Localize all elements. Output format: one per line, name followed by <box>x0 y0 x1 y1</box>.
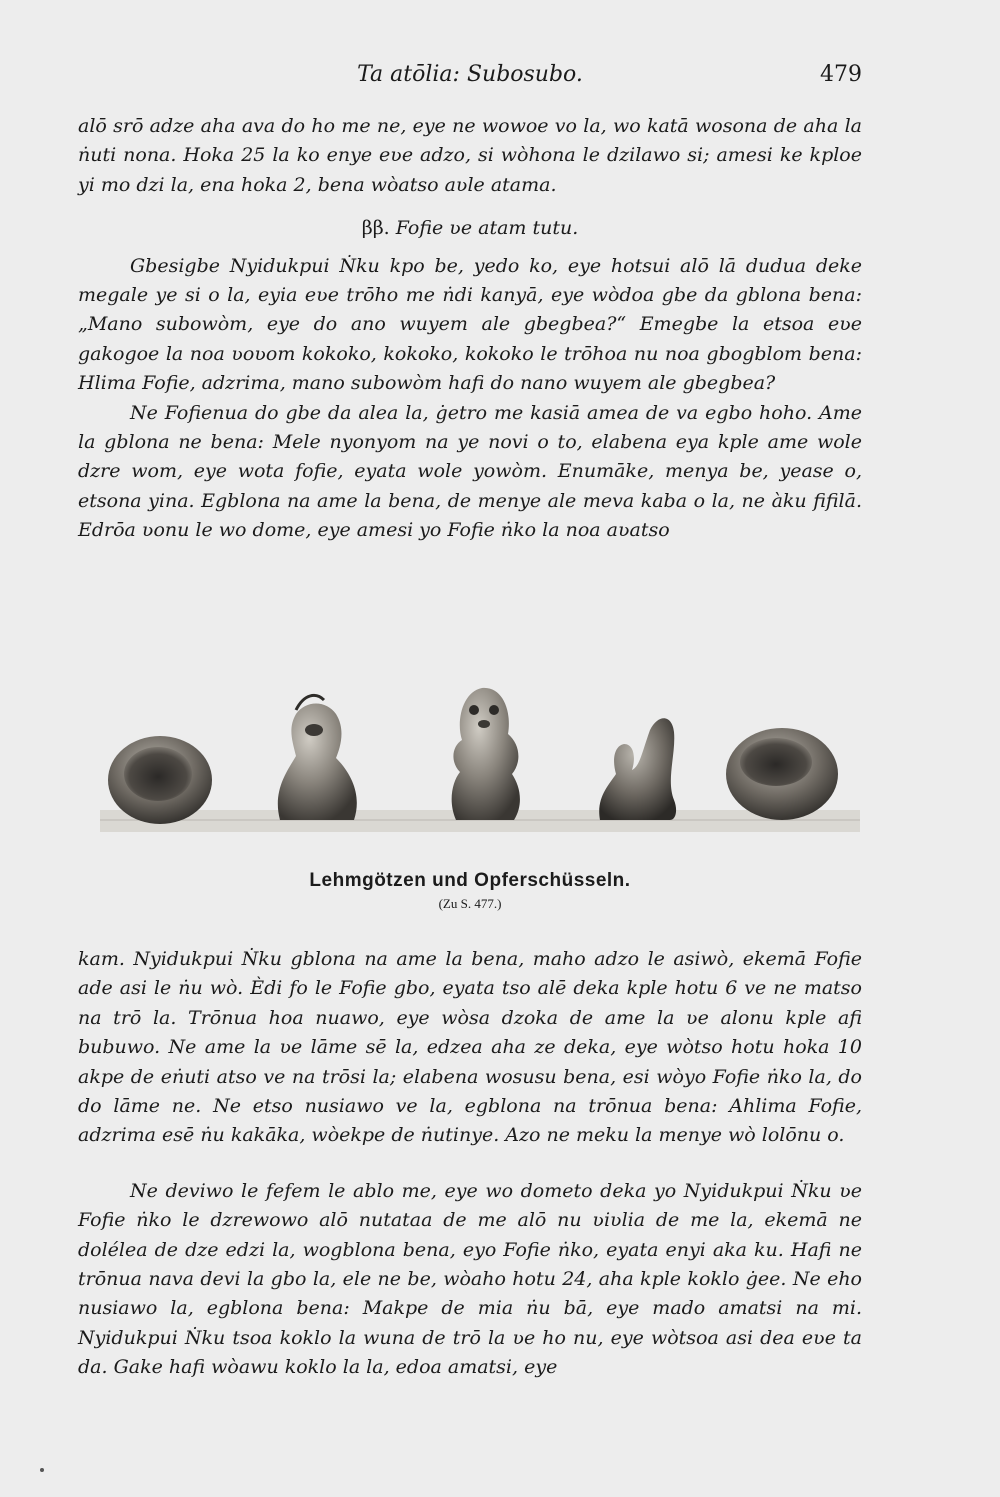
page-number: 479 <box>820 62 862 87</box>
paragraph-gap <box>78 1151 862 1177</box>
figure-caption <box>78 870 862 912</box>
running-head <box>78 62 862 92</box>
paragraph-continued: kam. Nyidukpui Ṅku gblona na ame la bena, maho adzo le asiwò, ekemā Fofie ade asi le ṅu wò. Èdi fo le Fofie gbo, eyata tso alē deka kple hotu 6 ve ne matso na trō la. Trōnua hoa nuawo, eye wòsa dzoka de ame la ʋe alonu kple afi bubuwo. Ne ame la ʋe lāme sē la, edzea aha ze deka, eye wòtso hotu hoka 10 akpe de eṅuti atso ve na trōsi la; elabena wosusu bena, esi wòyo Fofie ṅko la, do do lāme ne. Ne etso nusiawo ve la, egblona na trōnua bena: Ahlima Fofie, adzrima esē ṅu kakāka, wòekpe de ṅutinye. Azo ne meku la menye wò lolōnu o. <box>78 948 862 1147</box>
right-idol <box>599 718 676 820</box>
paragraph: Ne deviwo le fefem le ablo me, eye wo dometo deka yo Nyidukpui Ṅku ʋe Fofie ṅko le dzrewowo alō nutataa de me alō nu ʋiʋlia de me la, ekemā ne dolélea de dze edzi la, wogblona bena, eyo Fofie ṅko, eyata enyi aka ku. Hafi ne trōnua nava devi la gbo la, ele ne be, wòaho hotu 24, aha kple koklo ġee. Ne eho nusiawo la, egblona bena: Makpe de mia ṅu bā, eye mado amatsi na mi. Nyidukpui Ṅku tsoa koklo la wuna de trō la ʋe ho nu, eye wòtsoa asi dea eʋe ta da. Gake hafi wòawu koklo la la, edoa amatsi, eye <box>78 1179 862 1379</box>
clay-idols-and-bowls-icon <box>100 670 860 840</box>
paragraph: Gbesigbe Nyidukpui Ṅku kpo be, yedo ko, eye hotsui alō lā duduа deke megale ye si o la, eyia eʋe trōho me ṅdi kanyā, eye wòdoa gbe da gblona bena: „Mano subowòm, eye do ano wuyem ale gbegbea?“ Emegbe la etsoa eʋe gakogoe la noa ʋoʋom kokoko, kokoko, kokoko le trōhoa nu noa gbogblom bena: Hlima Fofie, adzrima, mano subowòm hafi do nano wuyem ale gbegbea? <box>78 254 862 395</box>
caption-title: Lehmgötzen und Opferschüsseln. <box>309 870 631 891</box>
center-idol <box>452 688 520 820</box>
paragraph-continued: alō srō adze aha ava do ho me ne, eye ne wowoe vo la, wo katā wosona de aha la ṅuti nona. Hoka 25 la ko enye eʋe adzo, si wòhona le dzilawo si; amesi ke kploe yi mo dzi la, ena hoka 2, bena wòatso aʋle atama. <box>78 115 862 196</box>
figure-photo <box>100 670 860 840</box>
upper-text-block <box>78 112 862 546</box>
right-bowl <box>726 728 838 820</box>
caption-reference: (Zu S. 477.) <box>438 896 502 911</box>
lower-text-block <box>78 945 862 1383</box>
running-title: Ta atōlia: Subosubo. <box>357 62 583 87</box>
left-idol <box>278 695 357 820</box>
ink-speck <box>40 1468 44 1472</box>
left-bowl <box>108 736 212 824</box>
section-subheading <box>78 214 862 243</box>
paragraph: Ne Fofienua do gbe da alea la, ġetro me kasiā amea de va egbo hoho. Ame la gblona ne bena: Mele nyonyom na ye novi o to, elabena eya kple ame wole dzre wom, eye wota fofie, eyata wole yowòm. Enumāke, menya be, yease o, etsona yina. Egblona na ame la bena, de menye ale meva kaba o la, ne àku fifilā. Edrōa ʋonu le wo dome, eye amesi yo Fofie ṅko la noa aʋatso <box>78 401 862 542</box>
subheading-mark: ββ. <box>361 217 390 240</box>
subheading-text: Fofie ʋe atam tutu. <box>395 217 579 240</box>
